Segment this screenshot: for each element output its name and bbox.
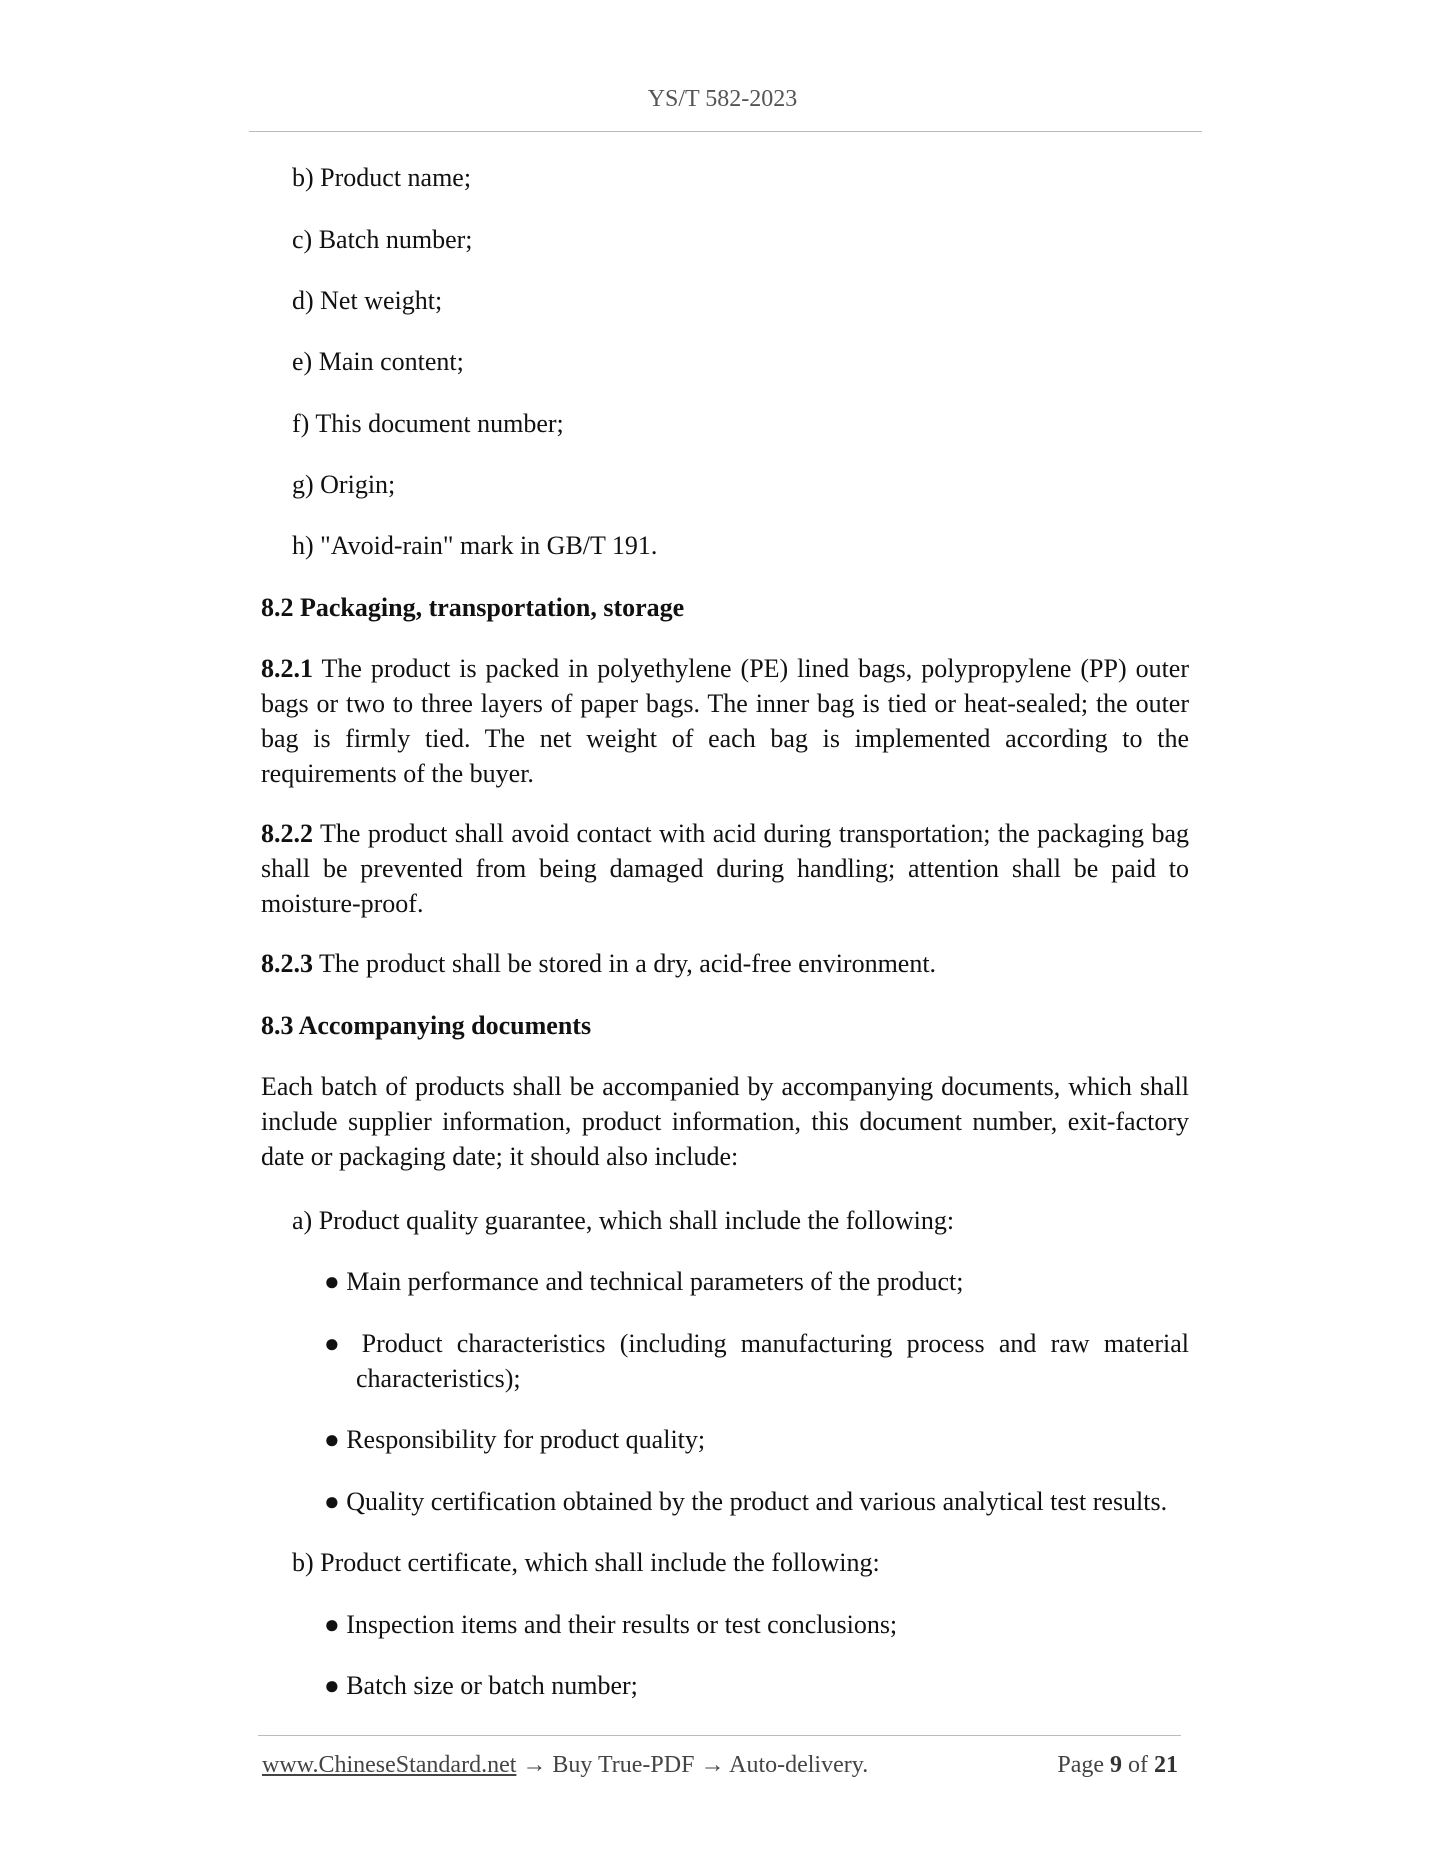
section-heading-8-2: 8.2 Packaging, transportation, storage — [261, 593, 685, 622]
document-code: YS/T 582-2023 — [647, 86, 798, 112]
bullet-item: ● Main performance and technical parameters of the product; — [324, 1267, 964, 1296]
clause-8-2-2 — [261, 816, 1189, 921]
marking-item-f: f) This document number; — [292, 409, 564, 438]
marking-item-h: h) "Avoid-rain" mark in GB/T 191. — [292, 531, 658, 560]
page-indicator — [1057, 1752, 1178, 1779]
marking-item-b: b) Product name; — [292, 163, 472, 192]
bullet-item: ● Responsibility for product quality; — [324, 1425, 706, 1454]
bullet-item: ● Batch size or batch number; — [324, 1671, 638, 1700]
bullet-item: ● Quality certification obtained by the product and various analytical test results. — [324, 1487, 1168, 1516]
footer-divider — [258, 1735, 1181, 1736]
clause-number: 8.2.2 — [261, 819, 313, 848]
page-footer — [262, 1752, 1182, 1779]
page-label: Page — [1057, 1752, 1104, 1778]
clause-text: The product shall be stored in a dry, acid-free environment. — [313, 949, 937, 978]
bullet-item: ● Product characteristics (including manufacturing process and raw material — [324, 1329, 1189, 1358]
marking-item-d: d) Net weight; — [292, 286, 443, 315]
bullet-item-continuation: characteristics); — [356, 1364, 521, 1393]
section-8-3-intro: Each batch of products shall be accompanied by accompanying documents, which shall include supplier information, product information, this document number, exit-factory date or packaging date; it should also include: — [261, 1072, 1189, 1171]
document-item-b: b) Product certificate, which shall include the following: — [292, 1548, 880, 1577]
clause-8-2-3 — [261, 946, 1189, 981]
document-item-a: a) Product quality guarantee, which shall include the following: — [292, 1206, 955, 1235]
marking-item-c: c) Batch number; — [292, 225, 473, 254]
section-heading-8-3: 8.3 Accompanying documents — [261, 1011, 592, 1040]
current-page-number: 9 — [1110, 1752, 1122, 1778]
total-pages-number: 21 — [1154, 1752, 1178, 1778]
marking-item-e: e) Main content; — [292, 347, 464, 376]
clause-number: 8.2.1 — [261, 654, 313, 683]
clause-number: 8.2.3 — [261, 949, 313, 978]
bullet-item: ● Inspection items and their results or test conclusions; — [324, 1610, 898, 1639]
clause-8-2-1 — [261, 651, 1189, 791]
marking-item-g: g) Origin; — [292, 470, 396, 499]
of-label: of — [1128, 1752, 1148, 1778]
footer-promo-text: → Buy True-PDF → Auto-delivery. — [516, 1752, 869, 1778]
clause-text: The product is packed in polyethylene (PE) lined bags, polypropylene (PP) outer bags or two to three layers of paper bags. The inner bag is tied or heat-sealed; the outer bag is firmly tied. The net weight of each bag is implemented according to the requirements of the buyer. — [261, 654, 1189, 788]
clause-text: The product shall avoid contact with acid during transportation; the packaging bag shall be prevented from being damaged during handling; attention shall be paid to moisture-proof. — [261, 819, 1189, 918]
website-link[interactable]: www.ChineseStandard.net — [262, 1752, 517, 1778]
